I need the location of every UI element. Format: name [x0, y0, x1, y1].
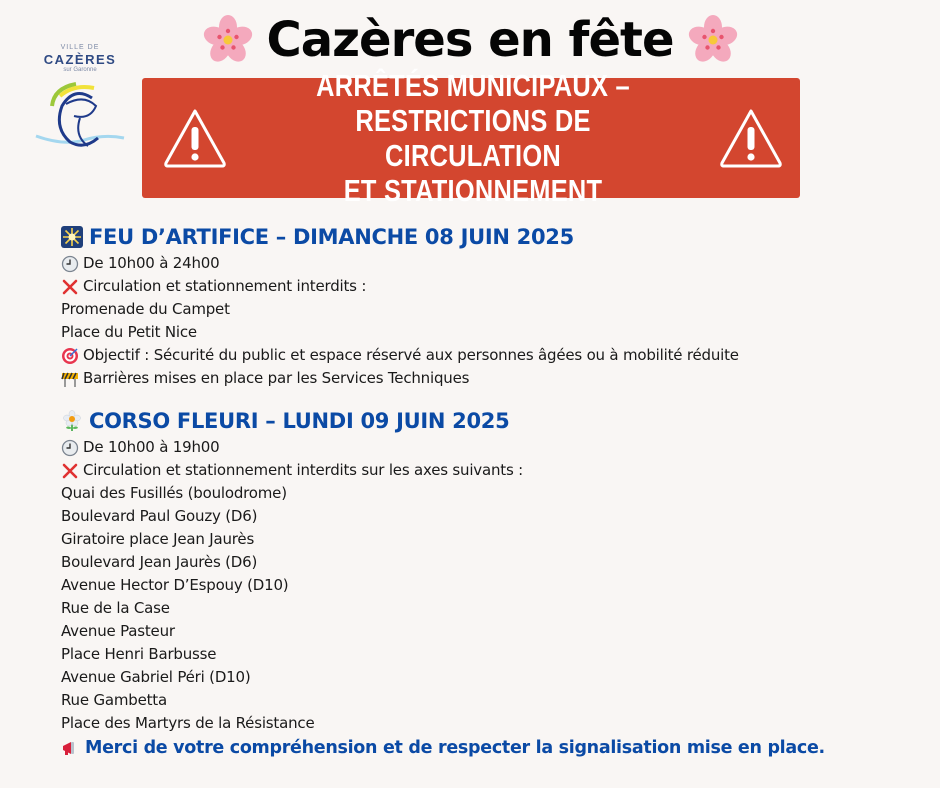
clock-icon [61, 439, 79, 457]
banner-title [272, 68, 674, 208]
town-logo [30, 44, 130, 154]
barrier-text: Barrières mises en place par les Services Techniques [83, 369, 470, 387]
target-icon [61, 347, 79, 365]
warning-triangle-icon [162, 105, 228, 171]
warning-triangle-icon [718, 105, 784, 171]
time-line [61, 252, 921, 275]
street-item: Avenue Hector D’Espouy (D10) [61, 576, 289, 594]
objective-line [61, 344, 921, 367]
daisy-flower-icon [61, 410, 83, 432]
section-title-feu-artifice [61, 222, 921, 252]
street-item: Rue de la Case [61, 599, 170, 617]
street-item: Avenue Gabriel Péri (D10) [61, 668, 251, 686]
street-item: Quai des Fusillés (boulodrome) [61, 484, 287, 502]
alert-banner [142, 68, 800, 208]
objective-text: Objectif : Sécurité du public et espace réservé aux personnes âgées ou à mobilité réduite [83, 346, 739, 364]
cross-mark-icon [61, 278, 79, 296]
restriction-text: Circulation et stationnement interdits sur les axes suivants : [83, 461, 524, 479]
logo-c-emblem-icon [34, 76, 126, 156]
section-title-text: FEU D’ARTIFICE – DIMANCHE 08 JUIN 2025 [89, 225, 574, 249]
section-title-text: CORSO FLEURI – LUNDI 09 JUIN 2025 [89, 409, 510, 433]
street-item: Boulevard Paul Gouzy (D6) [61, 507, 258, 525]
clock-icon [61, 255, 79, 273]
logo-name: CAZÈRES [43, 52, 117, 67]
street-item: Rue Gambetta [61, 691, 167, 709]
fireworks-sparkler-icon [61, 226, 83, 248]
section-title-corso-fleuri [61, 406, 921, 436]
notice-content [61, 222, 921, 761]
construction-barrier-icon [61, 370, 79, 388]
street-item: Boulevard Jean Jaurès (D6) [61, 553, 258, 571]
restriction-line [61, 459, 921, 482]
street-item: Promenade du Campet [61, 300, 230, 318]
logo-sub-line: sur Garonne [63, 67, 97, 73]
banner-line: RESTRICTIONS DE CIRCULATION [355, 103, 591, 173]
logo-top-line: VILLE DE [60, 44, 100, 51]
section-spacer [61, 390, 921, 406]
cherry-blossom-icon [688, 15, 738, 65]
page-title: Cazères en fête [266, 12, 674, 68]
title-row [160, 4, 780, 76]
banner-line: ARRÊTÉS MUNICIPAUX – [316, 68, 630, 103]
time-text: De 10h00 à 24h00 [83, 254, 220, 272]
time-line [61, 436, 921, 459]
restriction-text: Circulation et stationnement interdits : [83, 277, 367, 295]
street-item: Giratoire place Jean Jaurès [61, 530, 255, 548]
time-text: De 10h00 à 19h00 [83, 438, 220, 456]
footer-message [61, 735, 921, 761]
cross-mark-icon [61, 462, 79, 480]
restriction-line [61, 275, 921, 298]
street-item: Place Henri Barbusse [61, 645, 217, 663]
barrier-line [61, 367, 921, 390]
footer-text: Merci de votre compréhension et de respecter la signalisation mise en place. [85, 738, 825, 758]
street-item: Place du Petit Nice [61, 323, 197, 341]
cherry-blossom-icon [203, 15, 253, 65]
street-item: Avenue Pasteur [61, 622, 175, 640]
megaphone-icon [61, 738, 81, 758]
street-item: Place des Martyrs de la Résistance [61, 714, 315, 732]
banner-line: ET STATIONNEMENT [343, 173, 603, 208]
